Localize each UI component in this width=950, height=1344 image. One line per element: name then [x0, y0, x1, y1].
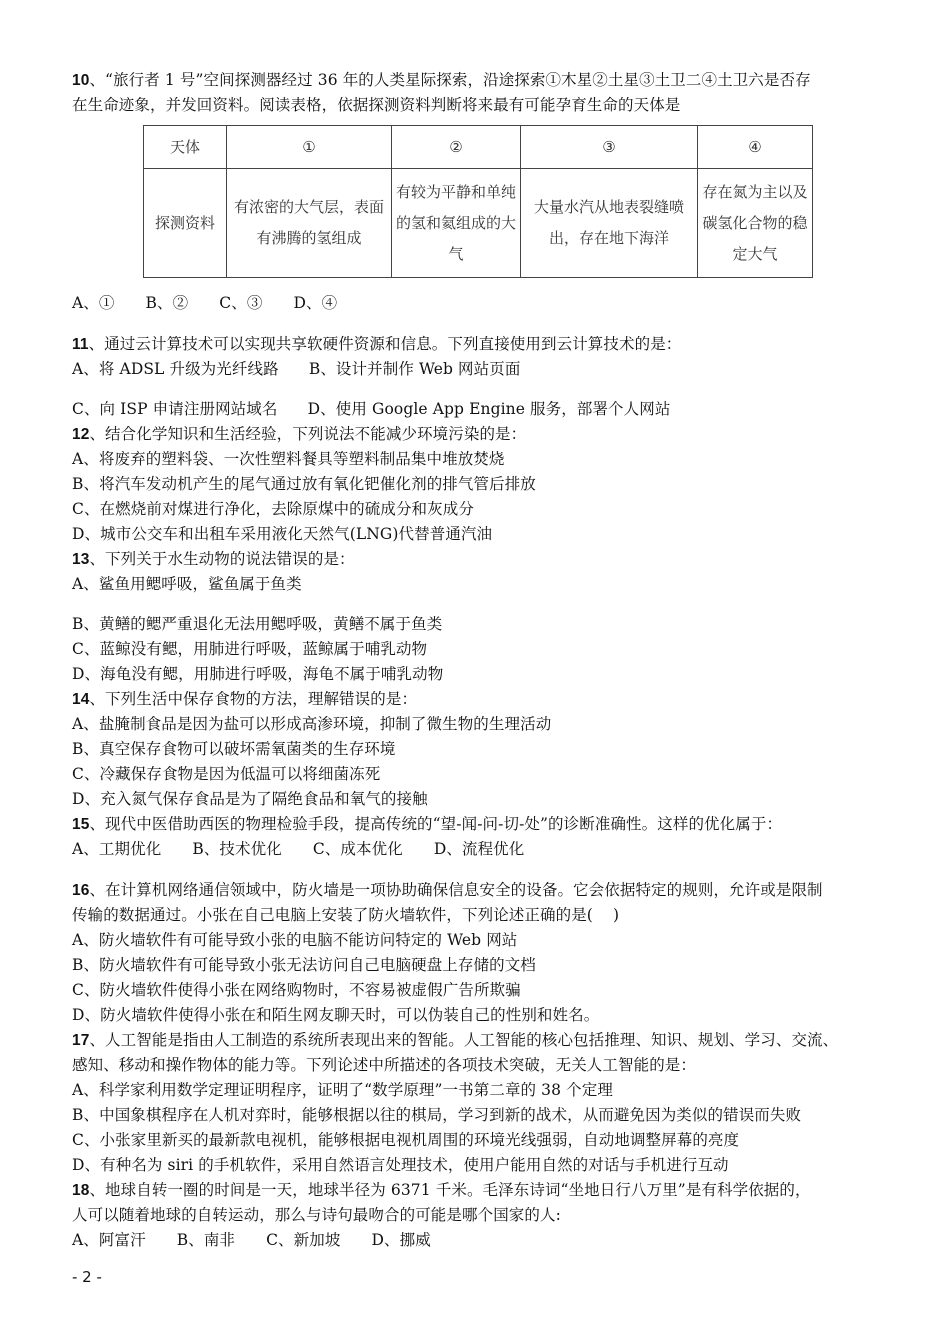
q17-option-a: A、科学家利用数学定理证明程序，证明了“数学原理”一书第二章的 38 个定理 — [72, 1081, 613, 1099]
q16-line1: 16、在计算机网络通信领域中，防火墙是一项协助确保信息安全的设备。它会依据特定的规则，允许或是限制 — [72, 881, 823, 899]
q17-line1: 17、人工智能是指由人工制造的系统所表现出来的智能。人工智能的核心包括推理、知识、规划、学习、交流、 — [72, 1031, 839, 1049]
q12-option-d: D、城市公交车和出租车采用液化天然气(LNG)代替普通汽油 — [72, 525, 493, 543]
q12-option-b: B、将汽车发动机产生的尾气通过放有氧化钯催化剂的排气管后排放 — [72, 475, 536, 493]
q13-option-c: C、蓝鲸没有鳃，用肺进行呼吸，蓝鲸属于哺乳动物 — [72, 640, 428, 658]
q15-number: 15 — [72, 816, 90, 833]
header-cell: ① — [227, 126, 392, 169]
table-cell: 有较为平静和单纯的氢和氦组成的大气 — [392, 169, 521, 278]
q12-number: 12 — [72, 426, 90, 443]
q16-option-d: D、防火墙软件使得小张在和陌生网友聊天时，可以伪装自己的性别和姓名。 — [72, 1006, 600, 1024]
q16-line2: 传输的数据通过。小张在自己电脑上安装了防火墙软件，下列论述正确的是( ) — [72, 906, 620, 924]
table-cell: 有浓密的大气层，表面有沸腾的氢组成 — [227, 169, 392, 278]
q12-stem: 12、结合化学知识和生活经验，下列说法不能减少环境污染的是： — [72, 425, 527, 443]
table-cell: 存在氮为主以及碳氢化合物的稳定大气 — [698, 169, 813, 278]
option-c: C、③ — [219, 294, 263, 312]
q16-option-a: A、防火墙软件有可能导致小张的电脑不能访问特定的 Web 网站 — [72, 931, 518, 949]
q15-options — [72, 839, 524, 859]
q14-number: 14 — [72, 691, 90, 708]
option-a: A、工期优化 — [72, 840, 162, 858]
q14-option-a: A、盐腌制食品是因为盐可以形成高渗环境，抑制了微生物的生理活动 — [72, 715, 552, 733]
q14-option-d: D、充入氮气保存食品是为了隔绝食品和氧气的接触 — [72, 790, 428, 808]
header-cell: ② — [392, 126, 521, 169]
q11-options-ab: A、将 ADSL 升级为光纤线路 B、设计并制作 Web 网站页面 — [72, 360, 521, 378]
option-c: C、成本优化 — [312, 840, 403, 858]
q17-line2: 感知、移动和操作物体的能力等。下列论述中所描述的各项技术突破，无关人工智能的是： — [72, 1056, 697, 1074]
q13-option-b: B、黄鳝的鳃严重退化无法用鳃呼吸，黄鳝不属于鱼类 — [72, 615, 443, 633]
q18-line2: 人可以随着地球的自转运动，那么与诗句最吻合的可能是哪个国家的人: — [72, 1206, 561, 1224]
q10-options — [72, 293, 337, 313]
q13-option-a: A、鲨鱼用鳃呼吸，鲨鱼属于鱼类 — [72, 575, 302, 593]
option-d: D、流程优化 — [433, 840, 525, 858]
q13-number: 13 — [72, 551, 90, 568]
option-d: D、挪威 — [371, 1231, 431, 1249]
q11-options-cd: C、向 ISP 申请注册网站域名 D、使用 Google App Engine 服务，部署个人网站 — [72, 400, 671, 418]
header-cell: ③ — [521, 126, 698, 169]
q16-number: 16 — [72, 882, 90, 899]
table-row — [144, 169, 813, 278]
q14-option-b: B、真空保存食物可以破坏需氧菌类的生存环境 — [72, 740, 396, 758]
q10-table — [143, 125, 813, 278]
q18-options — [72, 1230, 431, 1250]
q10-line2: 在生命迹象，并发回资料。阅读表格，依据探测资料判断将来最有可能孕育生命的天体是 — [72, 96, 681, 114]
q13-stem: 13、下列关于水生动物的说法错误的是： — [72, 550, 355, 568]
q10-line1: 10、“旅行者 1 号”空间探测器经过 36 年的人类星际探索，沿途探索①木星②土星③土卫二④土卫六是否存 — [72, 71, 811, 89]
header-cell: ④ — [698, 126, 813, 169]
option-a: A、① — [72, 294, 115, 312]
q17-option-d: D、有种名为 siri 的手机软件，采用自然语言处理技术，使用户能用自然的对话与手机进行互动 — [72, 1156, 729, 1174]
q14-option-c: C、冷藏保存食物是因为低温可以将细菌冻死 — [72, 765, 381, 783]
q12-option-c: C、在燃烧前对煤进行净化，去除原煤中的硫成分和灰成分 — [72, 500, 474, 518]
q16-option-c: C、防火墙软件使得小张在网络购物时，不容易被虚假广告所欺骗 — [72, 981, 521, 999]
q18-number: 18 — [72, 1182, 90, 1199]
q16-option-b: B、防火墙软件有可能导致小张无法访问自己电脑硬盘上存储的文档 — [72, 956, 536, 974]
q17-option-c: C、小张家里新买的最新款电视机，能够根据电视机周围的环境光线强弱，自动地调整屏幕的亮度 — [72, 1131, 740, 1149]
row-label: 探测资料 — [144, 169, 227, 278]
option-b: B、② — [145, 294, 189, 312]
option-b: B、南非 — [176, 1231, 236, 1249]
header-cell: 天体 — [144, 126, 227, 169]
q11-stem: 11、通过云计算技术可以实现共享软硬件资源和信息。下列直接使用到云计算技术的是： — [72, 335, 682, 353]
q17-number: 17 — [72, 1032, 90, 1049]
q17-option-b: B、中国象棋程序在人机对弈时，能够根据以往的棋局，学习到新的战术，从而避免因为类似的错误而失败 — [72, 1106, 802, 1124]
page-number: - 2 - — [72, 1268, 102, 1286]
q12-option-a: A、将废弃的塑料袋、一次性塑料餐具等塑料制品集中堆放焚烧 — [72, 450, 505, 468]
q18-line1: 18、地球自转一圈的时间是一天，地球半径为 6371 千米。毛泽东诗词“坐地日行八万里”是有科学依据的， — [72, 1181, 811, 1199]
q11-number: 11 — [72, 336, 89, 353]
option-b: B、技术优化 — [192, 840, 282, 858]
q13-option-d: D、海龟没有鳃，用肺进行呼吸，海龟不属于哺乳动物 — [72, 665, 444, 683]
q15-stem: 15、现代中医借助西医的物理检验手段，提高传统的“望-闻-问-切-处”的诊断准确性。这样的优化属于： — [72, 815, 783, 833]
option-c: C、新加坡 — [266, 1231, 341, 1249]
table-cell: 大量水汽从地表裂缝喷出，存在地下海洋 — [521, 169, 698, 278]
option-d: D、④ — [293, 294, 338, 312]
q10-number: 10 — [72, 72, 90, 89]
option-a: A、阿富汗 — [72, 1231, 146, 1249]
q14-stem: 14、下列生活中保存食物的方法，理解错误的是： — [72, 690, 418, 708]
table-header-row — [144, 126, 813, 169]
